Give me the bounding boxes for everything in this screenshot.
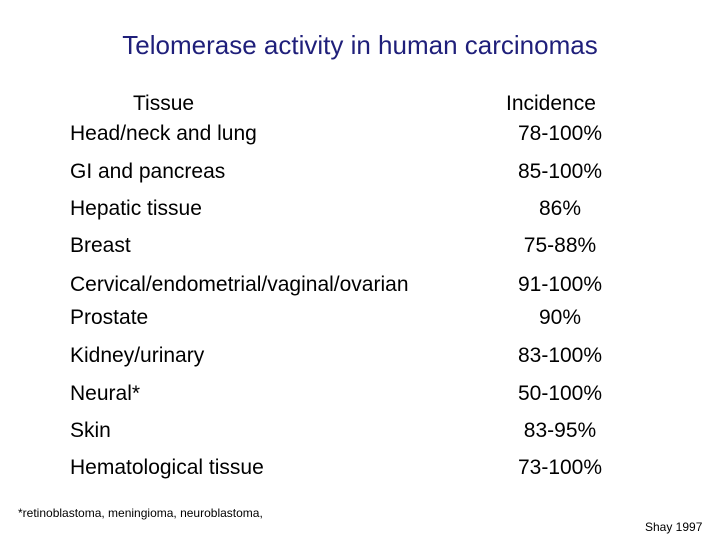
tissue-cell: GI and pancreas bbox=[70, 160, 226, 183]
tissue-cell: Cervical/endometrial/vaginal/ovarian bbox=[70, 273, 409, 296]
tissue-cell: Hematological tissue bbox=[70, 456, 264, 479]
incidence-cell: 86% bbox=[538, 197, 582, 220]
incidence-cell: 90% bbox=[538, 306, 582, 329]
incidence-column-header: Incidence bbox=[506, 92, 596, 115]
table-row bbox=[0, 122, 720, 152]
table-row bbox=[0, 306, 720, 336]
table-row bbox=[0, 456, 720, 486]
tissue-cell: Breast bbox=[70, 234, 131, 257]
table-row bbox=[0, 234, 720, 264]
incidence-cell: 78-100% bbox=[517, 122, 603, 145]
tissue-cell: Neural* bbox=[70, 382, 141, 405]
table-row bbox=[0, 273, 720, 303]
incidence-cell: 83-100% bbox=[517, 344, 603, 367]
table-row bbox=[0, 344, 720, 374]
table-row bbox=[0, 160, 720, 190]
tissue-cell: Head/neck and lung bbox=[70, 122, 257, 145]
incidence-cell: 75-88% bbox=[523, 234, 597, 257]
tissue-cell: Hepatic tissue bbox=[70, 197, 202, 220]
incidence-cell: 91-100% bbox=[517, 273, 603, 296]
tissue-cell: Skin bbox=[70, 419, 111, 442]
incidence-cell: 85-100% bbox=[517, 160, 603, 183]
incidence-cell: 83-95% bbox=[523, 419, 597, 442]
tissue-cell: Kidney/urinary bbox=[70, 344, 205, 367]
tissue-column-header: Tissue bbox=[133, 92, 195, 115]
slide-title: Telomerase activity in human carcinomas bbox=[122, 30, 598, 60]
table-row bbox=[0, 419, 720, 449]
tissue-cell: Prostate bbox=[70, 306, 149, 329]
incidence-cell: 50-100% bbox=[517, 382, 603, 405]
table-row bbox=[0, 197, 720, 227]
table-row bbox=[0, 382, 720, 412]
incidence-cell: 73-100% bbox=[517, 456, 603, 479]
source-credit: Shay 1997 bbox=[645, 520, 703, 534]
footnote: *retinoblastoma, meningioma, neuroblastoma, bbox=[18, 506, 263, 520]
